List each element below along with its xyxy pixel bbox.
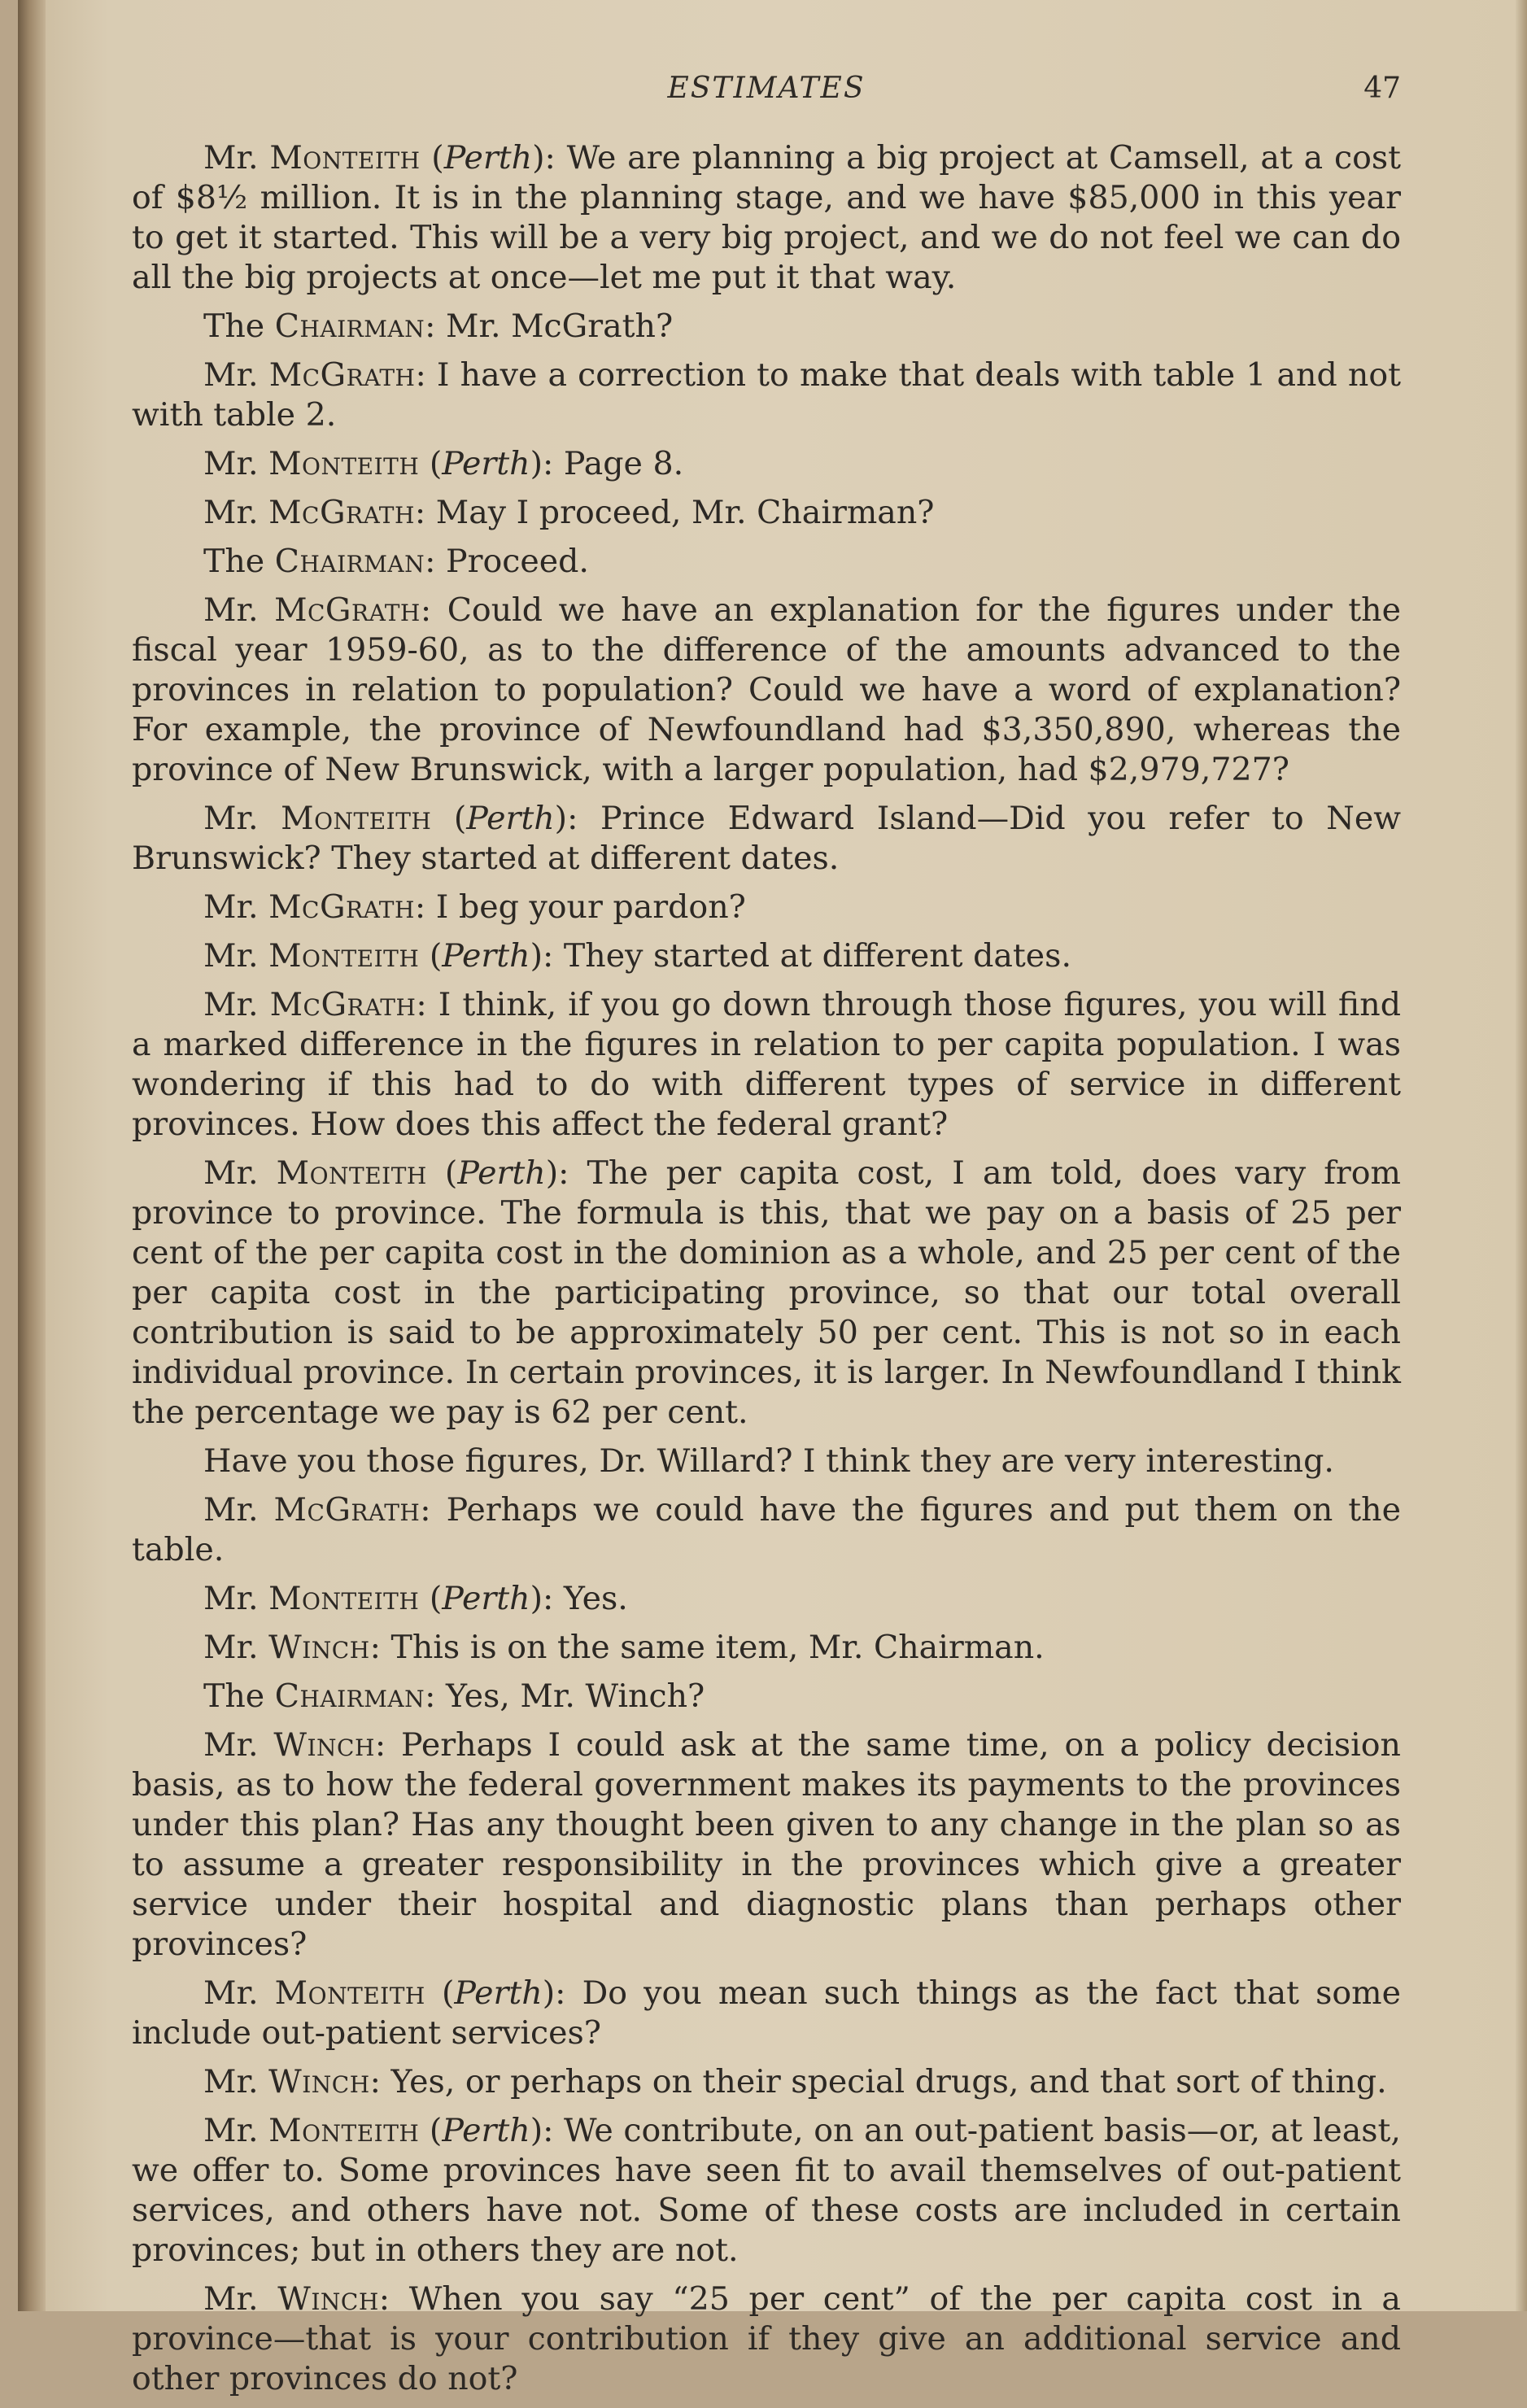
speaker-title: The: [203, 308, 265, 345]
speaker-constituency: Perth: [466, 800, 555, 837]
speaker-name: Winch: [268, 1629, 370, 1666]
speaker-name: Winch: [273, 1726, 375, 1764]
speaker-name: Monteith: [268, 937, 420, 975]
paragraph-text: Page 8.: [563, 445, 684, 482]
paragraph-text: May I proceed, Mr. Chairman?: [435, 494, 935, 531]
speaker-title: Mr.: [203, 1580, 259, 1617]
speaker-name: Monteith: [269, 139, 421, 177]
transcript-paragraph: Mr. McGrath: Perhaps we could have the figures and put them on the table.: [132, 1491, 1401, 1568]
speaker-title: Mr.: [203, 2063, 259, 2100]
speaker-title: Mr.: [203, 1629, 259, 1666]
transcript-paragraph: Mr. Monteith (Perth): Page 8.: [203, 445, 684, 482]
speaker-name: Winch: [277, 2280, 379, 2318]
transcript-paragraph: Mr. Winch: This is on the same item, Mr. Chairman.: [203, 1629, 1045, 1666]
transcript-paragraph: Mr. McGrath: Could we have an explanation for the figures under the fiscal year 1959-60, as to the difference of the amounts advanced to the provinces in relation to population? Could we have a word of explanation? For example, the province of Newfoundland had $3,350,890, whereas the province of New Brunswick, with a larger population, had $2,979,727?: [132, 591, 1401, 788]
speaker-name: Monteith: [268, 445, 420, 482]
paragraph-text: I beg your pardon?: [435, 888, 746, 926]
speaker-name: McGrath: [273, 1491, 421, 1529]
transcript-paragraph: Mr. Winch: Perhaps I could ask at the same time, on a policy decision basis, as to how the federal government makes its payments to the provinces under this plan? Has any thought been given to any change in the plan so as to assume a greater responsibility in the provinces which give a greater service under their hospital and diagnostic plans than perhaps other provinces?: [132, 1726, 1401, 1963]
speaker-title: Mr.: [203, 1154, 259, 1192]
speaker-title: The: [203, 1677, 265, 1715]
transcript-paragraph: Mr. Monteith (Perth): We are planning a big project at Camsell, at a cost of $8½ million. It is in the planning stage, and we have $85,000 in this year to get it started. This will be a very big project, and we do not feel we can do all the big projects at once—let me put it that way.: [132, 139, 1401, 296]
speaker-title: Mr.: [203, 591, 259, 629]
speaker-name: Monteith: [276, 1154, 427, 1192]
speaker-name: McGrath: [269, 986, 417, 1023]
page-edge: [1516, 0, 1527, 2311]
transcript-paragraph: Mr. Winch: Yes, or perhaps on their special drugs, and that sort of thing.: [203, 2063, 1387, 2100]
speaker-title: Mr.: [203, 2112, 259, 2149]
speaker-title: Mr.: [203, 356, 259, 394]
book-page: [18, 0, 1527, 2397]
speaker-name: Chairman: [274, 308, 425, 345]
speaker-title: Mr.: [203, 888, 259, 926]
speaker-constituency: Perth: [442, 1580, 530, 1617]
speaker-name: Winch: [268, 2063, 370, 2100]
transcript-paragraph: The Chairman: Proceed.: [203, 543, 589, 580]
paragraph-text: The per capita cost, I am told, does vary from province to province. The formula is this, that we pay on a basis of 25 per cent of the per capita cost in the dominion as a whole, and 25 per cent of the per capita cost in the participating province, so that our total overall contribution is said to be approximately 50 per cent. This is not so in each individual province. In certain provinces, it is larger. In Newfoundland I think the percentage we pay is 62 per cent.: [132, 1154, 1401, 1431]
paragraph-text: Prince Edward Island—Did you refer to New Brunswick? They started at different dates.: [132, 800, 1401, 877]
transcript-paragraph: Mr. Monteith (Perth): They started at different dates.: [203, 937, 1071, 975]
speaker-name: McGrath: [268, 494, 415, 531]
paragraph-text: Could we have an explanation for the figures under the fiscal year 1959-60, as to the difference of the amounts advanced to the provinces in relation to population? Could we have a word of explanation? For example, the province of Newfoundland had $3,350,890, whereas the province of New Brunswick, with a larger population, had $2,979,727?: [132, 591, 1401, 788]
paragraph-text: I think, if you go down through those figures, you will find a marked difference in the figures in relation to per capita population. I was wondering if this had to do with different types of service in different provinces. How does this affect the federal grant?: [132, 986, 1401, 1143]
paragraph-text: When you say “25 per cent” of the per capita cost in a province—that is your contribution if they give an additional service and other provinces do not?: [132, 2280, 1401, 2397]
speaker-title: The: [203, 543, 265, 580]
paragraph-text: This is on the same item, Mr. Chairman.: [390, 1629, 1045, 1666]
paragraph-text: They started at different dates.: [563, 937, 1071, 975]
speaker-title: Mr.: [203, 1726, 259, 1764]
transcript-paragraph: Mr. McGrath: I beg your pardon?: [203, 888, 746, 926]
speaker-title: Mr.: [203, 445, 259, 482]
speaker-title: Mr.: [203, 139, 259, 177]
paragraph-text: Proceed.: [446, 543, 589, 580]
speaker-constituency: Perth: [454, 1974, 543, 2012]
speaker-title: Mr.: [203, 494, 259, 531]
speaker-title: Mr.: [203, 986, 259, 1023]
speaker-name: Monteith: [274, 1974, 425, 2012]
speaker-constituency: Perth: [457, 1154, 546, 1192]
paragraph-text: Do you mean such things as the fact that some include out-patient services?: [132, 1974, 1401, 2052]
paragraph-text: I have a correction to make that deals with table 1 and not with table 2.: [132, 356, 1401, 434]
paragraph-text: Perhaps I could ask at the same time, on a policy decision basis, as to how the federal government makes its payments to the provinces under this plan? Has any thought been given to any change in the plan so as to assume a greater responsibility in the provinces which give a greater service under their hospital and diagnostic plans than perhaps other provinces?: [132, 1726, 1401, 1963]
transcript-paragraph: Mr. Monteith (Perth): Do you mean such things as the fact that some include out-patient services?: [132, 1974, 1401, 2052]
running-title: ESTIMATES: [667, 72, 866, 105]
paragraph-text: Have you those figures, Dr. Willard? I think they are very interesting.: [203, 1442, 1334, 1480]
paragraph-text: Yes, or perhaps on their special drugs, and that sort of thing.: [390, 2063, 1387, 2100]
transcript-paragraph: Mr. Winch: When you say “25 per cent” of the per capita cost in a province—that is your contribution if they give an additional service and other provinces do not?: [132, 2280, 1401, 2397]
book-spine-shadow: [18, 0, 46, 2311]
transcript-paragraph: Mr. Monteith (Perth): We contribute, on an out-patient basis—or, at least, we offer to. Some provinces have seen fit to avail themselves of out-patient services, and others have not. Some of these costs are included in certain provinces; but in others they are not.: [132, 2112, 1401, 2269]
speaker-title: Mr.: [203, 800, 259, 837]
transcript-paragraph: Mr. Monteith (Perth): Prince Edward Island—Did you refer to New Brunswick? They started at different dates.: [132, 800, 1401, 877]
speaker-constituency: Perth: [442, 445, 530, 482]
paragraph-text: Yes.: [563, 1580, 628, 1617]
transcript-paragraph: The Chairman: Yes, Mr. Winch?: [203, 1677, 705, 1715]
paragraph-text: We are planning a big project at Camsell, at a cost of $8½ million. It is in the planning stage, and we have $85,000 in this year to get it started. This will be a very big project, and we do not feel we can do all the big projects at once—let me put it that way.: [132, 139, 1401, 296]
speaker-name: Chairman: [274, 543, 425, 580]
transcript-paragraph: Mr. McGrath: I think, if you go down through those figures, you will find a marked difference in the figures in relation to per capita population. I was wondering if this had to do with different types of service in different provinces. How does this affect the federal grant?: [132, 986, 1401, 1143]
speaker-constituency: Perth: [443, 139, 533, 177]
speaker-name: Monteith: [281, 800, 432, 837]
speaker-name: McGrath: [268, 888, 415, 926]
transcript-paragraph: Mr. Monteith (Perth): Yes.: [203, 1580, 628, 1617]
page-number: 47: [1363, 72, 1401, 105]
speaker-name: McGrath: [274, 591, 421, 629]
speaker-name: Monteith: [268, 1580, 420, 1617]
speaker-name: McGrath: [268, 356, 416, 394]
transcript-body: [132, 138, 1401, 2408]
speaker-constituency: Perth: [442, 937, 530, 975]
speaker-title: Mr.: [203, 1491, 259, 1529]
page-header: [132, 72, 1401, 120]
paragraph-text: Perhaps we could have the figures and put them on the table.: [132, 1491, 1401, 1568]
paragraph-text: Yes, Mr. Winch?: [446, 1677, 705, 1715]
paragraph-text: We contribute, on an out-patient basis—or, at least, we offer to. Some provinces have seen fit to avail themselves of out-patient services, and others have not. Some of these costs are included in certain provinces; but in others they are not.: [132, 2112, 1401, 2269]
transcript-paragraph: [132, 1442, 1401, 1481]
speaker-constituency: Perth: [442, 2112, 530, 2149]
speaker-name: Chairman: [274, 1677, 425, 1715]
transcript-paragraph: Mr. McGrath: I have a correction to make that deals with table 1 and not with table 2.: [132, 356, 1401, 434]
paragraph-text: Mr. McGrath?: [446, 308, 674, 345]
transcript-paragraph: Mr. Monteith (Perth): The per capita cost, I am told, does vary from province to province. The formula is this, that we pay on a basis of 25 per cent of the per capita cost in the dominion as a whole, and 25 per cent of the per capita cost in the participating province, so that our total overall contribution is said to be approximately 50 per cent. This is not so in each individual province. In certain provinces, it is larger. In Newfoundland I think the percentage we pay is 62 per cent.: [132, 1154, 1401, 1431]
transcript-paragraph: Mr. McGrath: May I proceed, Mr. Chairman?: [203, 494, 935, 531]
speaker-title: Mr.: [203, 2280, 259, 2318]
transcript-paragraph: The Chairman: Mr. McGrath?: [203, 308, 674, 345]
speaker-title: Mr.: [203, 1974, 259, 2012]
speaker-title: Mr.: [203, 937, 259, 975]
speaker-name: Monteith: [268, 2112, 420, 2149]
